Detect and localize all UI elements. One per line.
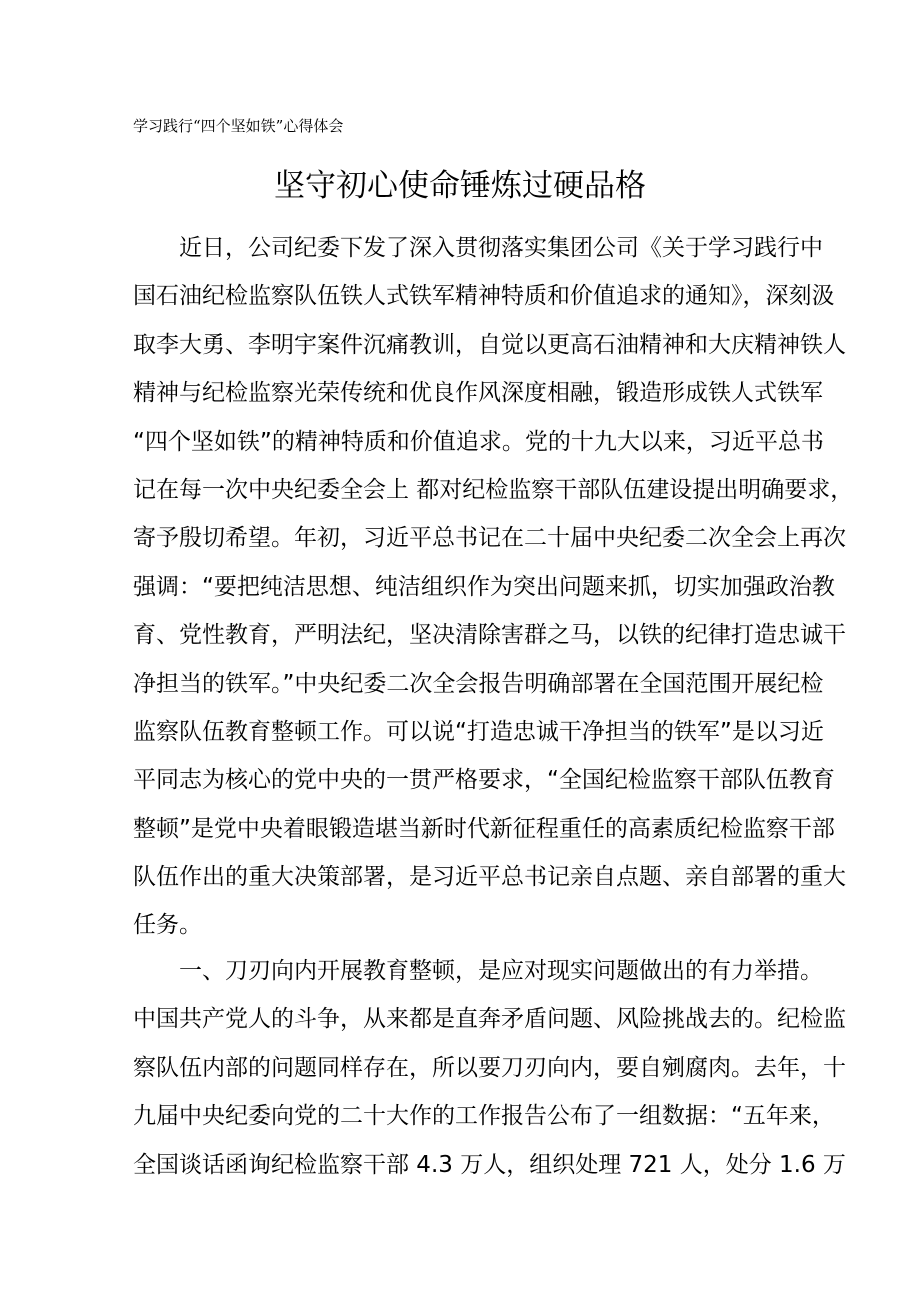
paragraph-line: 一、刀刃向内开展教育整顿，是应对现实问题做出的有力举措。 — [179, 958, 823, 984]
paragraph-line: “四个坚如铁”的精神特质和价值追求。党的十九大以来，习近平总书 — [133, 428, 824, 455]
paragraph-1 — [133, 224, 854, 950]
paragraph-line: 监察队伍教育整顿工作。可以说“打造忠诚干净担当的铁军”是以习近 — [133, 718, 824, 745]
paragraph-line: 整顿”是党中央着眼锻造堪当新时代新征程重任的高素质纪检监察干部 — [133, 815, 835, 842]
paragraph-line: 取李大勇、李明宇案件沉痛教训，自觉以更高石油精神和大庆精神铁人 — [133, 331, 846, 358]
paragraph-line: 记在每一次中央纪委全会上 都对纪检监察干部队伍建设提出明确要求， — [133, 476, 854, 503]
paragraph-line: 近日，公司纪委下发了深入贯彻落实集团公司《关于学习践行中 — [179, 235, 823, 261]
paragraph-line: 察队伍内部的问题同样存在，所以要刀刃向内，要自剜腐肉。去年，十 — [133, 1054, 846, 1081]
document-title: 坚守初心使命锤炼过硬品格 — [274, 168, 646, 204]
paragraph-line: 强调：“要把纯洁思想、纯洁组织作为突出问题来抓，切实加强政治教 — [133, 573, 835, 600]
paragraph-line: 九届中央纪委向党的二十大作的工作报告公布了一组数据：“五年来， — [133, 1103, 835, 1130]
paragraph-line: 中国共产党人的斗争，从来都是直奔矛盾问题、风险挑战去的。纪检监 — [133, 1006, 846, 1033]
paragraph-line: 净担当的铁军。”中央纪委二次全会报告明确部署在全国范围开展纪检 — [133, 670, 824, 697]
paragraph-line: 平同志为核心的党中央的一贯严格要求，“全国纪检监察干部队伍教育 — [133, 767, 835, 794]
paragraph-line: 寄予殷切希望。年初，习近平总书记在二十届中央纪委二次全会上再次 — [133, 525, 846, 552]
paragraph-2 — [133, 947, 846, 1189]
paragraph-line: 任务。 — [133, 912, 202, 939]
header-note: 学习践行“四个坚如铁”心得体会 — [133, 117, 344, 135]
paragraph-line: 育、党性教育，严明法纪，坚决清除害群之马，以铁的纪律打造忠诚干 — [133, 622, 846, 649]
paragraph-line: 全国谈话函询纪检监察干部 4.3 万人，组织处理 721 人，处分 1.6 万 — [133, 1151, 846, 1178]
paragraph-line: 队伍作出的重大决策部署，是习近平总书记亲自点题、亲自部署的重大 — [133, 864, 846, 891]
paragraph-line: 国石油纪检监察队伍铁人式铁军精神特质和价值追求的通知》，深刻汲 — [133, 283, 835, 310]
paragraph-line: 精神与纪检监察光荣传统和优良作风深度相融，锻造形成铁人式铁军 — [133, 380, 823, 407]
